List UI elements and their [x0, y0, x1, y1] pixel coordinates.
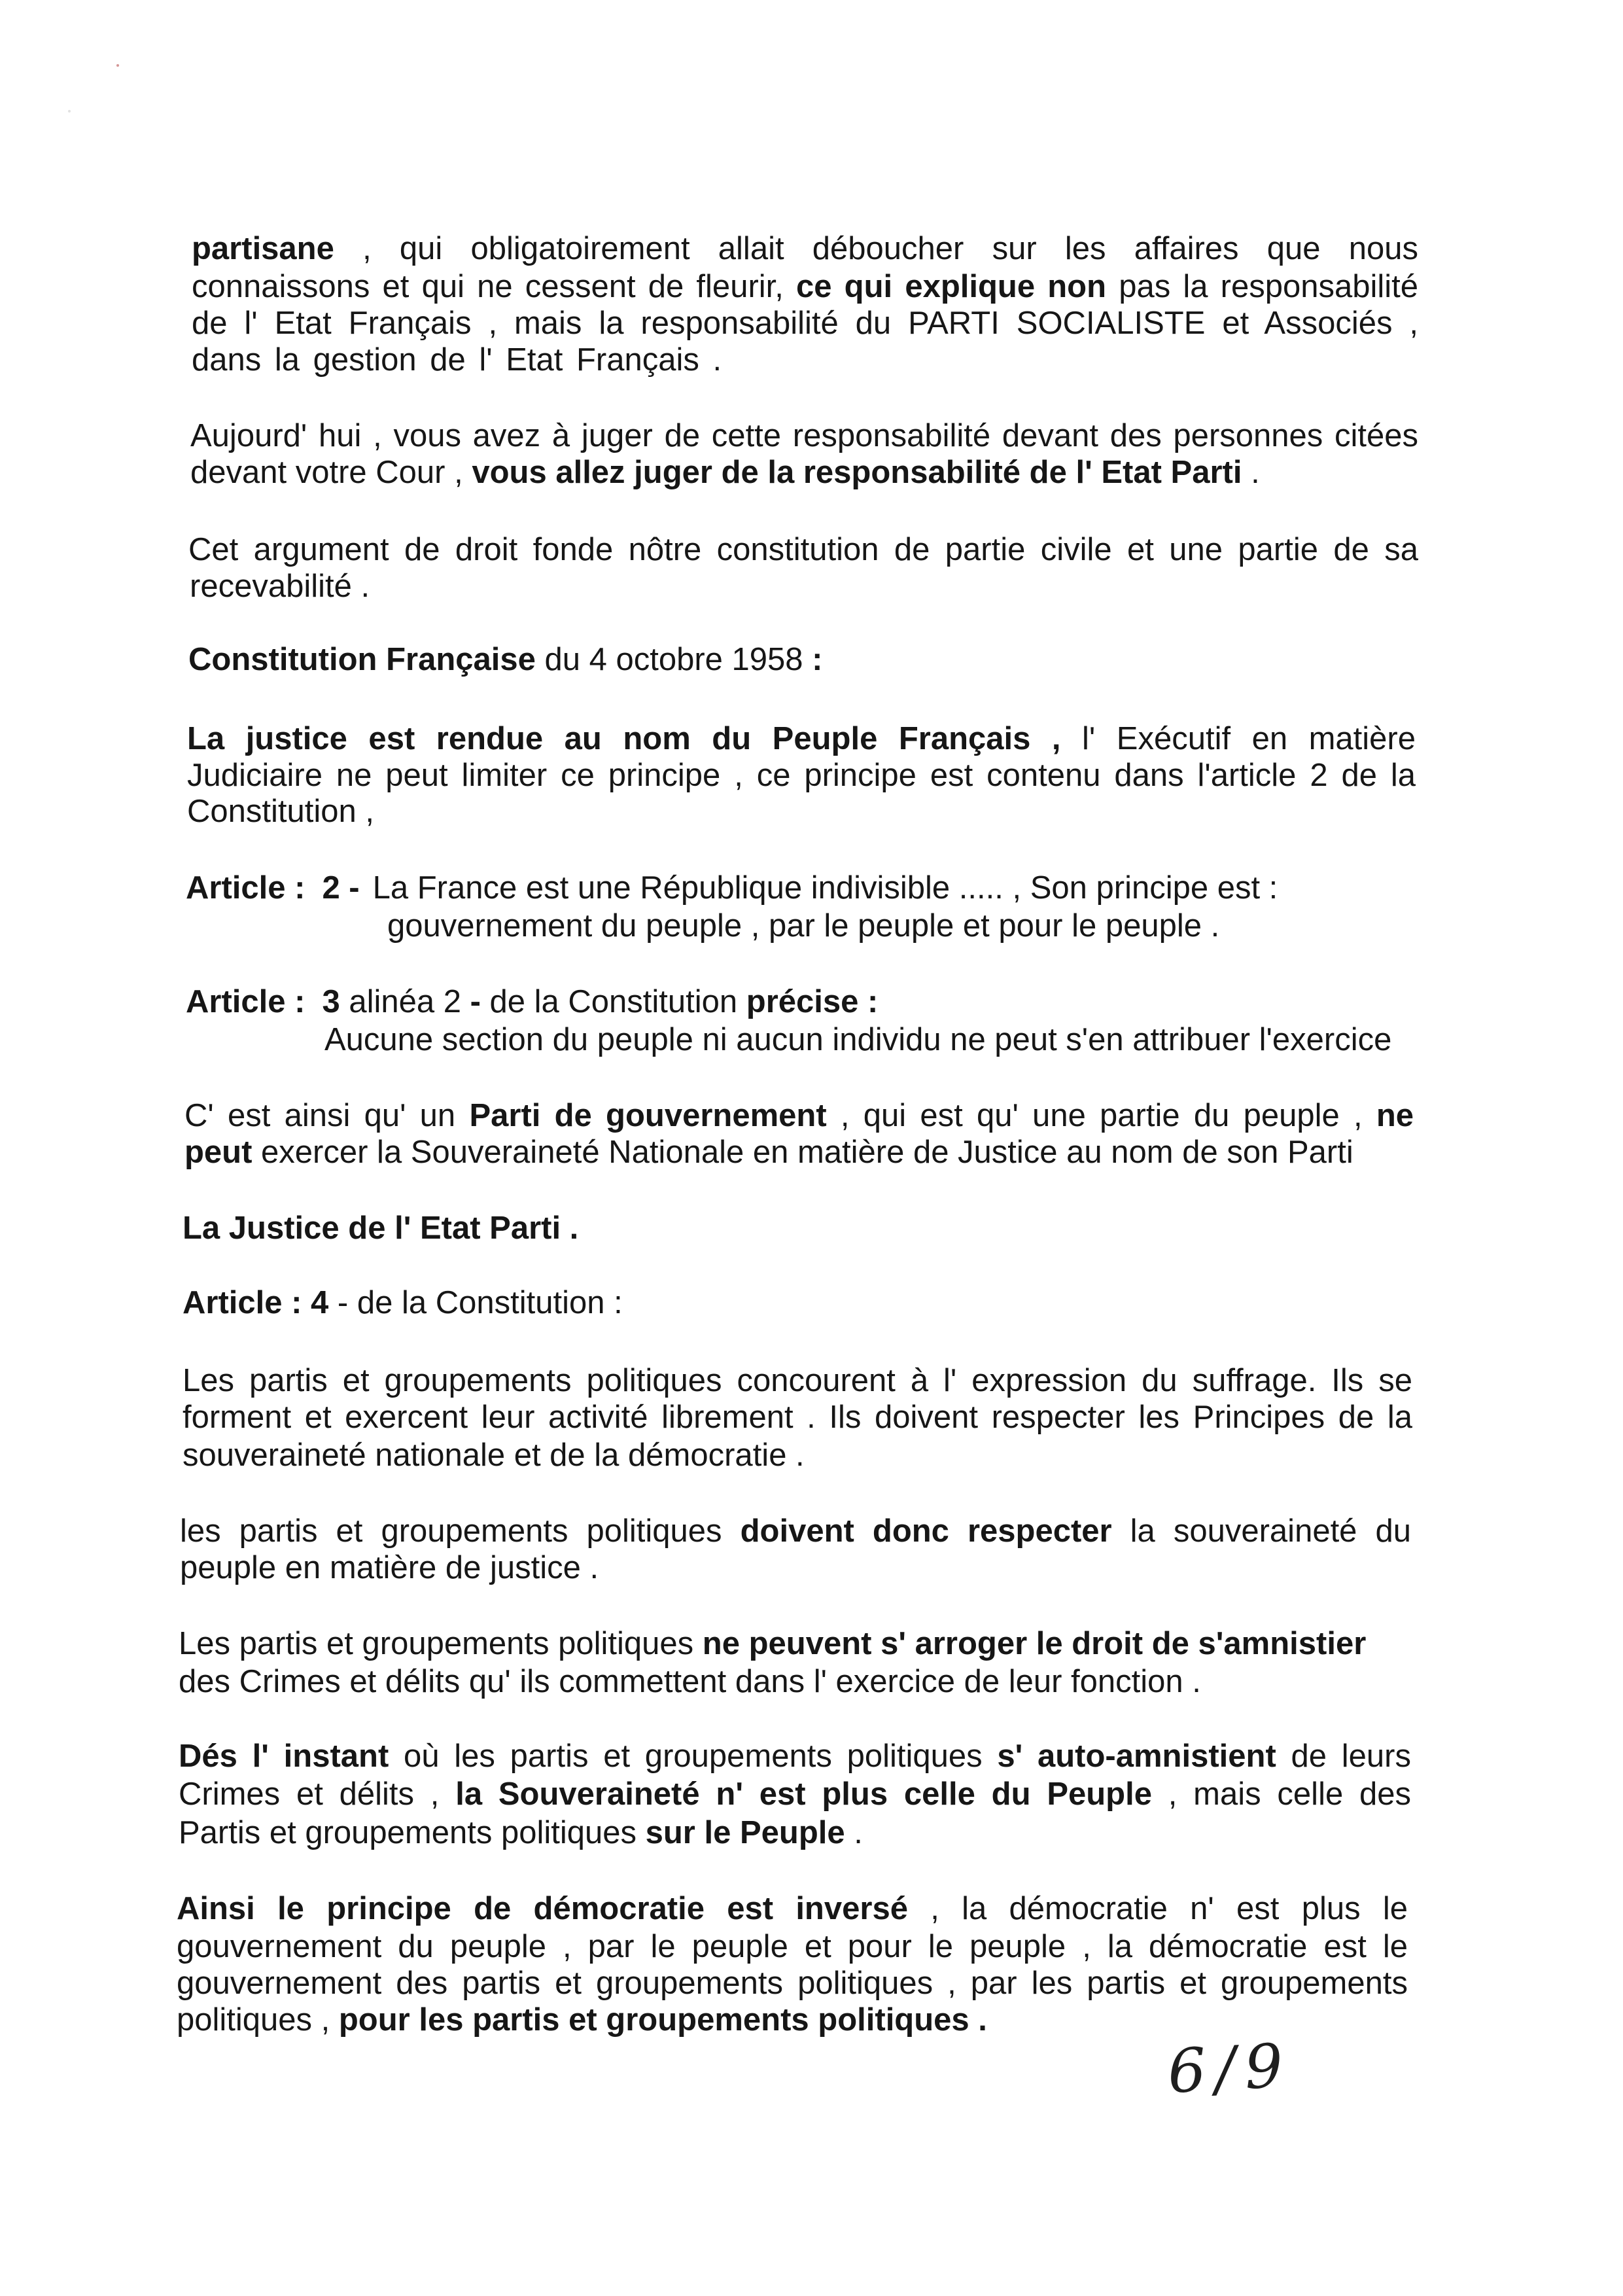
bold-text-run: ce qui explique non	[796, 269, 1107, 304]
page-number: 6/9	[1166, 2030, 1294, 2107]
text-line	[179, 1738, 1411, 1775]
text-line	[184, 1134, 1353, 1171]
text-run: , la démocratie n' est plus le	[907, 1891, 1408, 1926]
bold-text-run: Dés l' instant	[179, 1739, 389, 1774]
text-line	[192, 230, 1418, 267]
text-run: de la Constitution	[480, 984, 746, 1019]
text-line	[186, 983, 878, 1020]
text-run: recevabilité .	[190, 569, 370, 604]
bold-text-run: La justice est rendue au nom du Peuple Français ,	[187, 721, 1061, 756]
text-run: connaissons et qui ne cessent de fleurir,	[192, 269, 797, 304]
text-line	[180, 1549, 599, 1586]
text-line	[183, 1399, 1412, 1436]
text-run: Cet argument de droit fonde nôtre constitution de partie civile et une partie de sa	[188, 532, 1418, 567]
bold-text-run: vous allez juger de la responsabilité de l' Etat Parti	[472, 455, 1242, 490]
bold-text-run: :	[812, 642, 823, 677]
text-line	[183, 1284, 623, 1321]
scan-speck	[116, 64, 119, 67]
bold-text-run: s' auto-amnistient	[997, 1739, 1276, 1774]
text-run: Aucune section du peuple ni aucun individu ne peut s'en attribuer l'exercice	[324, 1022, 1392, 1057]
text-run: souveraineté nationale et de la démocratie .	[183, 1438, 805, 1473]
text-run: de leurs	[1276, 1739, 1411, 1774]
text-line	[190, 568, 370, 605]
text-line	[177, 1965, 1408, 2002]
text-run: alinéa 2	[340, 984, 470, 1019]
text-run: Les partis et groupements politiques	[179, 1626, 703, 1661]
bold-text-run: partisane	[192, 231, 334, 266]
text-line	[190, 454, 1260, 491]
text-run: C' est ainsi qu' un	[184, 1098, 470, 1133]
text-line	[387, 908, 1219, 944]
text-run: peuple en matière de justice .	[180, 1550, 599, 1585]
text-line	[183, 1362, 1412, 1399]
text-line	[177, 1928, 1408, 1965]
text-run: dans la gestion de l' Etat Français .	[192, 342, 722, 378]
text-run: .	[845, 1815, 863, 1850]
text-run: gouvernement du peuple , par le peuple et pour le peuple .	[387, 908, 1220, 944]
text-run: pas la responsabilité	[1106, 269, 1418, 304]
text-line	[184, 1097, 1414, 1134]
bold-text-run: ne	[1376, 1098, 1414, 1133]
text-run: devant votre Cour ,	[190, 455, 472, 490]
text-run: .	[1242, 455, 1260, 490]
bold-text-run: Article :	[186, 870, 305, 906]
text-line	[187, 720, 1416, 757]
text-run: , qui est qu' une partie du peuple ,	[826, 1098, 1376, 1133]
text-run: la souveraineté du	[1111, 1513, 1411, 1549]
text-run: des Crimes et délits qu' ils commettent dans l' exercice de leur fonction .	[179, 1664, 1201, 1699]
bold-text-run: la Souveraineté n' est plus celle du Peuple	[455, 1776, 1152, 1812]
text-line	[187, 793, 374, 830]
text-line	[179, 1814, 863, 1851]
text-line	[179, 1776, 1411, 1812]
text-run: de l' Etat Français , mais la responsabilité du PARTI SOCIALISTE et Associés ,	[192, 306, 1418, 341]
text-run: Partis et groupements politiques	[179, 1815, 646, 1850]
text-run: Judiciaire ne peut limiter ce principe , ce principe est contenu dans l'article 2 de la	[187, 758, 1416, 793]
bold-text-run: Parti de gouvernement	[469, 1098, 827, 1133]
text-line	[179, 1663, 1201, 1700]
text-run: , mais celle des	[1151, 1776, 1411, 1812]
bold-text-run: pour les partis et groupements politiques .	[338, 2002, 987, 2038]
text-line	[186, 870, 1278, 906]
bold-text-run: Article :	[186, 984, 305, 1019]
text-run: gouvernement des partis et groupements politiques , par les partis et groupements	[177, 1966, 1408, 2001]
text-line	[179, 1625, 1366, 1662]
text-run: La France est une République indivisible ..... , Son principe est :	[372, 870, 1278, 906]
bold-text-run: sur le Peuple	[645, 1815, 845, 1850]
bold-text-run: ne peuvent s' arroger le droit de s'amnistier	[702, 1626, 1367, 1661]
bold-text-run: peut	[184, 1135, 253, 1170]
text-line	[190, 417, 1418, 454]
text-run: du 4 octobre 1958	[535, 642, 812, 677]
text-line	[177, 2002, 987, 2038]
text-line	[183, 1210, 578, 1246]
bold-text-run: 2 -	[322, 870, 360, 906]
bold-text-run: -	[470, 984, 481, 1019]
scan-speck	[68, 110, 71, 113]
text-line	[192, 268, 1418, 305]
text-run: Les partis et groupements politiques concourent à l' expression du suffrage. Ils se	[183, 1363, 1412, 1398]
text-line	[192, 342, 722, 378]
text-line	[177, 1890, 1408, 1927]
text-run: politiques ,	[177, 2002, 339, 2038]
text-run: Crimes et délits ,	[179, 1776, 456, 1812]
text-run: Constitution ,	[187, 794, 374, 829]
text-run: gouvernement du peuple , par le peuple et pour le peuple , la démocratie est le	[177, 1929, 1408, 1964]
text-run: forment et exercent leur activité librement . Ils doivent respecter les Principes de la	[183, 1400, 1412, 1435]
bold-text-run: Article : 4	[183, 1285, 329, 1320]
text-line	[187, 757, 1416, 794]
text-run: l' Exécutif en matière	[1060, 721, 1416, 756]
text-line	[324, 1021, 1391, 1058]
text-line	[180, 1513, 1411, 1549]
text-line	[188, 641, 823, 678]
text-run: exercer la Souveraineté Nationale en matière de Justice au nom de son Parti	[252, 1135, 1353, 1170]
text-run: où les partis et groupements politiques	[389, 1739, 998, 1774]
text-run: , qui obligatoirement allait déboucher sur les affaires que nous	[334, 231, 1418, 266]
text-line	[188, 531, 1418, 568]
bold-text-run: La Justice de l' Etat Parti .	[183, 1210, 579, 1246]
text-run: - de la Constitution :	[328, 1285, 623, 1320]
bold-text-run: Constitution Française	[188, 642, 536, 677]
bold-text-run: précise :	[746, 984, 879, 1019]
text-run: les partis et groupements politiques	[180, 1513, 741, 1549]
text-line	[192, 305, 1418, 342]
text-line	[183, 1437, 805, 1474]
bold-text-run: Ainsi le principe de démocratie est inversé	[177, 1891, 908, 1926]
bold-text-run: 3	[322, 984, 340, 1019]
bold-text-run: doivent donc respecter	[740, 1513, 1112, 1549]
text-run: Aujourd' hui , vous avez à juger de cette responsabilité devant des personnes citées	[190, 418, 1418, 453]
